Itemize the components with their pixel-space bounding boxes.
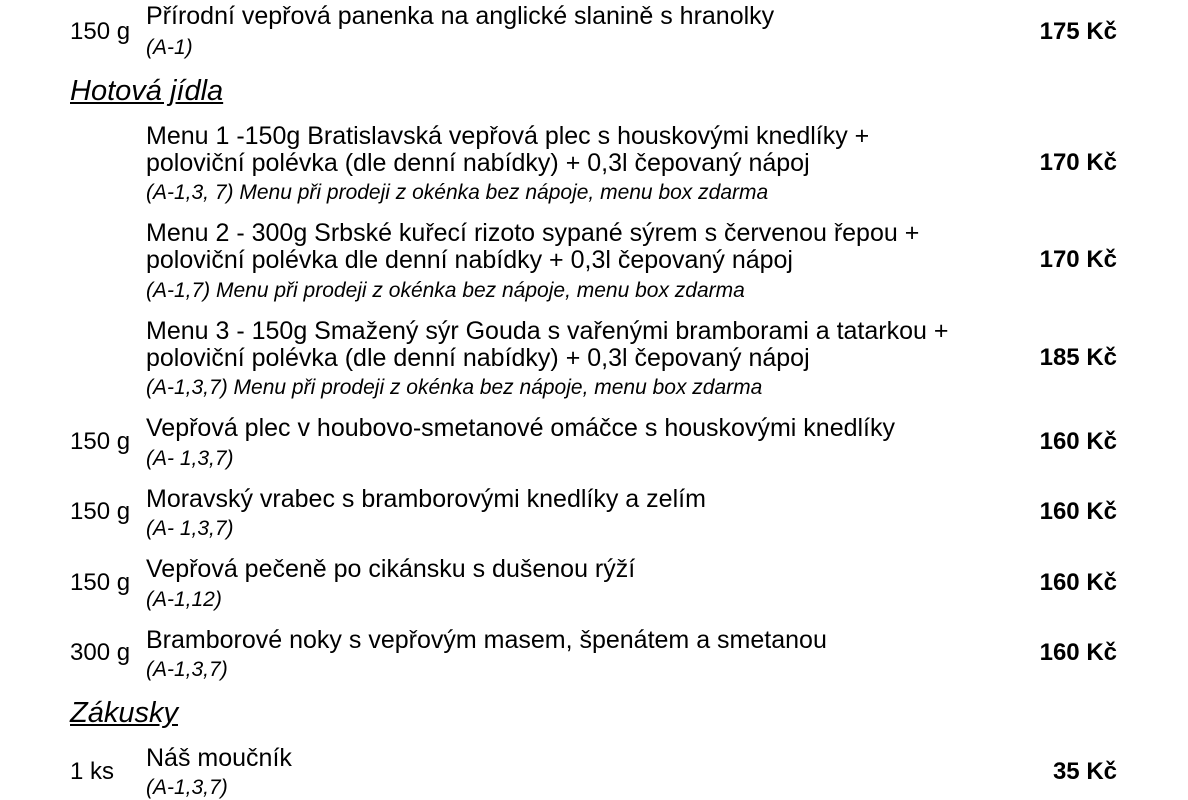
item-quantity: 150 g	[70, 498, 131, 525]
item-name: Vepřová plec v houbovo-smetanové omáčce s houskovými knedlíky	[146, 414, 895, 442]
section-heading: Zákusky	[70, 697, 178, 729]
item-quantity: 150 g	[70, 569, 131, 596]
section-heading: Hotová jídla	[70, 75, 224, 107]
item-allergens: (A-1,3,7)	[146, 658, 228, 681]
item-price: 175 Kč	[1039, 18, 1117, 45]
menu-line-2: poloviční polévka (dle denní nabídky) + 0,3l čepovaný nápoj	[146, 149, 810, 177]
menu-price: 170 Kč	[1039, 246, 1117, 273]
item-allergens: (A-1,12)	[146, 588, 222, 611]
item-allergens: (A- 1,3,7)	[146, 447, 234, 470]
item-name: Náš moučník	[146, 744, 292, 772]
menu-note: (A-1,3,7) Menu při prodeji z okénka bez nápoje, menu box zdarma	[146, 376, 763, 399]
item-allergens: (A-1,3,7)	[146, 776, 228, 799]
item-allergens: (A- 1,3,7)	[146, 517, 234, 540]
menu-line-1: Menu 2 - 300g Srbské kuřecí rizoto sypané sýrem s červenou řepou +	[146, 219, 920, 247]
menu-price: 185 Kč	[1039, 344, 1117, 371]
item-name: Bramborové noky s vepřovým masem, špenátem a smetanou	[146, 626, 827, 654]
menu-line-2: poloviční polévka dle denní nabídky + 0,3l čepovaný nápoj	[146, 246, 793, 274]
item-price: 160 Kč	[1039, 428, 1117, 455]
item-quantity: 150 g	[70, 18, 131, 45]
menu-note: (A-1,7) Menu při prodeji z okénka bez nápoje, menu box zdarma	[146, 279, 745, 302]
item-name: Moravský vrabec s bramborovými knedlíky a zelím	[146, 485, 706, 513]
menu-line-1: Menu 1 -150g Bratislavská vepřová plec s houskovými knedlíky +	[146, 122, 870, 150]
item-price: 160 Kč	[1039, 639, 1117, 666]
menu-line-2: poloviční polévka (dle denní nabídky) + 0,3l čepovaný nápoj	[146, 344, 810, 372]
menu-line-1: Menu 3 - 150g Smažený sýr Gouda s vařenými bramborami a tatarkou +	[146, 317, 949, 345]
menu-price: 170 Kč	[1039, 149, 1117, 176]
item-quantity: 300 g	[70, 639, 131, 666]
menu-note: (A-1,3, 7) Menu při prodeji z okénka bez nápoje, menu box zdarma	[146, 181, 769, 204]
item-quantity: 150 g	[70, 428, 131, 455]
item-price: 160 Kč	[1039, 498, 1117, 525]
item-price: 35 Kč	[1052, 758, 1117, 785]
item-quantity: 1 ks	[70, 758, 115, 785]
item-allergens: (A-1)	[146, 36, 193, 59]
item-price: 160 Kč	[1039, 569, 1117, 596]
item-name: Vepřová pečeně po cikánsku s dušenou rýží	[146, 555, 636, 583]
item-name: Přírodní vepřová panenka na anglické slanině s hranolky	[146, 2, 775, 30]
